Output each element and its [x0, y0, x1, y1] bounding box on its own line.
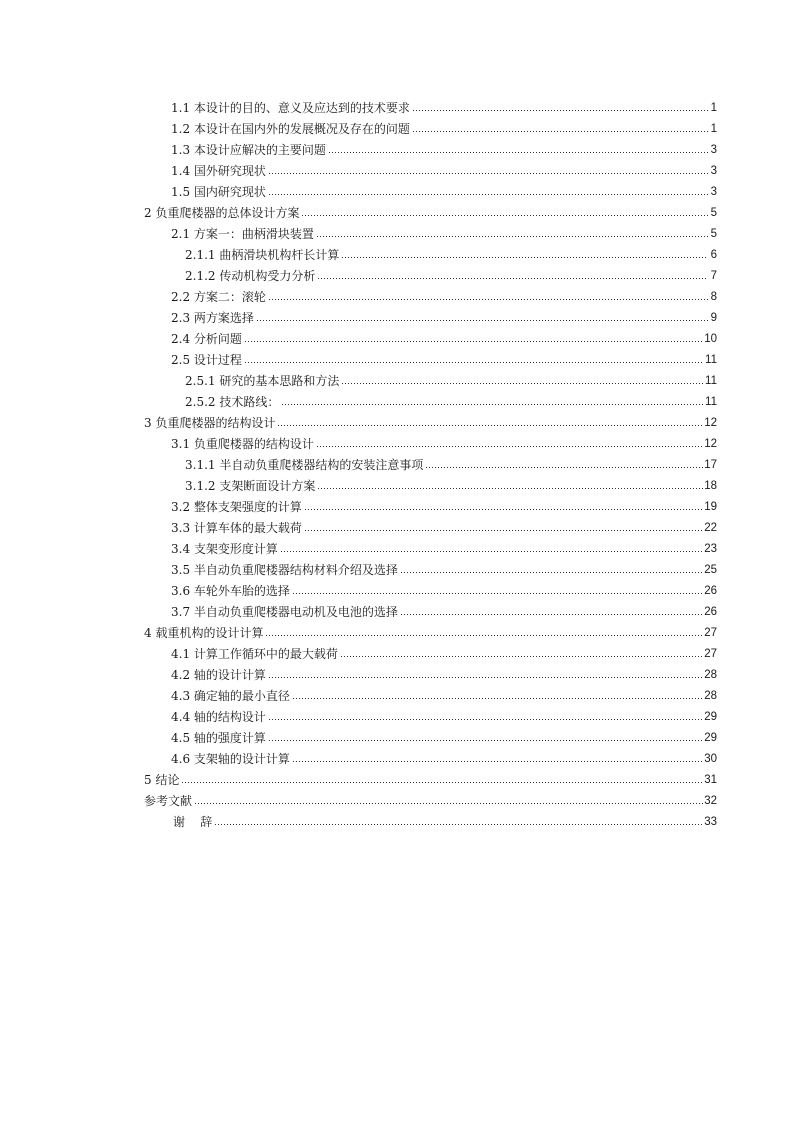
- toc-entry-page: 30: [704, 753, 717, 765]
- toc-entry-page: 7: [710, 270, 717, 282]
- toc-entry-page: 9: [710, 312, 717, 324]
- dot-leader: [328, 151, 708, 154]
- toc-entry-label: 1.1 本设计的目的、意义及应达到的技术要求: [171, 101, 410, 115]
- toc-entry-label: 2 负重爬楼器的总体设计方案: [144, 206, 300, 220]
- dot-leader: [292, 697, 703, 700]
- toc-entry[interactable]: [171, 745, 717, 766]
- toc-entry-page: 12: [704, 417, 717, 429]
- dot-leader: [317, 277, 708, 280]
- toc-entry[interactable]: [171, 220, 717, 241]
- toc-entry-page: 27: [704, 627, 717, 639]
- dot-leader: [277, 424, 703, 427]
- toc-entry-label: 4.2 轴的设计计算: [171, 668, 266, 682]
- toc-entry-label: 谢 辞: [173, 815, 213, 829]
- dot-leader: [244, 361, 704, 364]
- dot-leader: [268, 298, 708, 301]
- toc-entry-page: 19: [704, 501, 717, 513]
- toc-entry-page: 22: [704, 522, 717, 534]
- dot-leader: [268, 172, 708, 175]
- toc-entry[interactable]: [185, 451, 717, 472]
- toc-entry-label: 3.3 计算车体的最大载荷: [171, 521, 302, 535]
- dot-leader: [280, 550, 703, 553]
- toc-entry-label: 5 结论: [144, 773, 180, 787]
- toc-entry[interactable]: [144, 619, 717, 640]
- toc-entry-label: 1.3 本设计应解决的主要问题: [171, 143, 326, 157]
- toc-entry-label: 2.2 方案二：滚轮: [171, 290, 266, 304]
- toc-entry-label: 2.5.1 研究的基本思路和方法: [185, 374, 340, 388]
- toc-entry-page: 28: [704, 669, 717, 681]
- dot-leader: [244, 340, 703, 343]
- toc-entry-label: 1.5 国内研究现状: [171, 185, 266, 199]
- dot-leader: [341, 382, 704, 385]
- toc-entry-page: 6: [710, 249, 717, 261]
- dot-leader: [265, 634, 703, 637]
- toc-entry-label: 1.4 国外研究现状: [171, 164, 266, 178]
- dot-leader: [268, 739, 703, 742]
- toc-entry-label: 2.4 分析问题: [171, 332, 242, 346]
- toc-entry[interactable]: [171, 94, 717, 115]
- dot-leader: [316, 445, 703, 448]
- toc-entry-label: 2.5 设计过程: [171, 353, 242, 367]
- toc-entry[interactable]: [171, 346, 717, 367]
- toc-entry-page: 1: [710, 123, 717, 135]
- dot-leader: [316, 235, 708, 238]
- toc-entry-page: 26: [704, 585, 717, 597]
- toc-entry-page: 5: [710, 228, 717, 240]
- toc-entry[interactable]: [173, 808, 717, 829]
- toc-entry-label: 3.4 支架变形度计算: [171, 542, 278, 556]
- dot-leader: [268, 718, 703, 721]
- toc-entry-label: 4.5 轴的强度计算: [171, 731, 266, 745]
- toc-entry[interactable]: [171, 178, 717, 199]
- dot-leader: [304, 508, 703, 511]
- toc-entry[interactable]: [171, 682, 717, 703]
- toc-entry[interactable]: [171, 640, 717, 661]
- toc-entry-page: 25: [704, 564, 717, 576]
- toc-entry-page: 32: [704, 795, 717, 807]
- dot-leader: [214, 823, 703, 826]
- toc-entry-page: 11: [705, 375, 717, 387]
- toc-entry-label: 参考文献: [144, 794, 193, 808]
- toc-entry-page: 3: [710, 186, 717, 198]
- dot-leader: [340, 655, 703, 658]
- toc-entry-page: 33: [704, 816, 717, 828]
- toc-entry[interactable]: [185, 388, 717, 409]
- toc-entry-page: 29: [704, 732, 717, 744]
- toc-entry-label: 2.5.2 技术路线：: [185, 395, 280, 409]
- dot-leader: [181, 781, 703, 784]
- dot-leader: [268, 676, 703, 679]
- dot-leader: [281, 403, 704, 406]
- dot-leader: [412, 109, 708, 112]
- toc-entry-label: 3.1.2 支架断面设计方案: [185, 479, 316, 493]
- toc-entry[interactable]: [144, 199, 717, 220]
- toc-entry-label: 4.6 支架轴的设计计算: [171, 752, 290, 766]
- toc-entry[interactable]: [171, 157, 717, 178]
- toc-entry-label: 3.6 车轮外车胎的选择: [171, 584, 290, 598]
- dot-leader: [304, 529, 703, 532]
- toc-entry-label: 3 负重爬楼器的结构设计: [144, 416, 276, 430]
- toc-entry[interactable]: [171, 283, 717, 304]
- toc-entry-page: 28: [704, 690, 717, 702]
- toc-entry[interactable]: [171, 493, 717, 514]
- dot-leader: [292, 760, 703, 763]
- toc-entry[interactable]: [144, 409, 717, 430]
- toc-entry[interactable]: [185, 367, 717, 388]
- toc-entry-page: 1: [710, 102, 717, 114]
- dot-leader: [256, 319, 708, 322]
- toc-entry-label: 4 载重机构的设计计算: [144, 626, 264, 640]
- dot-leader: [268, 193, 708, 196]
- toc-entry-label: 4.1 计算工作循环中的最大载荷: [171, 647, 338, 661]
- toc-entry[interactable]: [171, 577, 717, 598]
- toc-entry-page: 17: [704, 459, 717, 471]
- toc-entry[interactable]: [144, 787, 717, 808]
- dot-leader: [400, 613, 703, 616]
- toc-entry[interactable]: [185, 472, 717, 493]
- toc-entry-label: 3.5 半自动负重爬楼器结构材料介绍及选择: [171, 563, 398, 577]
- toc-entry-page: 5: [710, 207, 717, 219]
- dot-leader: [301, 214, 708, 217]
- toc-entry-label: 2.3 两方案选择: [171, 311, 254, 325]
- dot-leader: [341, 256, 708, 259]
- toc-entry-page: 8: [710, 291, 717, 303]
- toc-entry[interactable]: [171, 661, 717, 682]
- toc-entry[interactable]: [171, 724, 717, 745]
- toc-entry-page: 31: [704, 774, 717, 786]
- dot-leader: [317, 487, 703, 490]
- toc-entry-page: 18: [704, 480, 717, 492]
- toc-entry[interactable]: [171, 556, 717, 577]
- dot-leader: [400, 571, 703, 574]
- toc-entry[interactable]: [171, 136, 717, 157]
- toc-entry[interactable]: [171, 703, 717, 724]
- dot-leader: [292, 592, 703, 595]
- toc-entry[interactable]: [171, 325, 717, 346]
- toc-entry-label: 3.1 负重爬楼器的结构设计: [171, 437, 314, 451]
- toc-entry-page: 23: [704, 543, 717, 555]
- toc-entry-page: 29: [704, 711, 717, 723]
- toc-entry-page: 3: [710, 144, 717, 156]
- toc-entry[interactable]: [171, 115, 717, 136]
- dot-leader: [412, 130, 708, 133]
- toc-entry[interactable]: [144, 766, 717, 787]
- toc-entry[interactable]: [171, 598, 717, 619]
- toc-entry[interactable]: [171, 514, 717, 535]
- toc-entry-page: 10: [704, 333, 717, 345]
- dot-leader: [425, 466, 703, 469]
- toc-entry[interactable]: [185, 241, 717, 262]
- toc-entry-label: 3.1.1 半自动负重爬楼器结构的安装注意事项: [185, 458, 424, 472]
- toc-entry-label: 2.1.1 曲柄滑块机构杆长计算: [185, 248, 340, 262]
- toc-entry-label: 2.1 方案一：曲柄滑块装置: [171, 227, 314, 241]
- toc-entry-label: 1.2 本设计在国内外的发展概况及存在的问题: [171, 122, 410, 136]
- toc-entry-page: 26: [704, 606, 717, 618]
- toc-entry-page: 11: [705, 354, 717, 366]
- toc-entry-label: 4.3 确定轴的最小直径: [171, 689, 290, 703]
- toc-entry-page: 27: [704, 648, 717, 660]
- toc-entry-label: 2.1.2 传动机构受力分析: [185, 269, 316, 283]
- toc-entry-label: 3.2 整体支架强度的计算: [171, 500, 302, 514]
- toc-entry-page: 3: [710, 165, 717, 177]
- toc-entry[interactable]: [171, 535, 717, 556]
- dot-leader: [194, 802, 703, 805]
- toc-entry-page: 11: [705, 396, 717, 408]
- toc-entry-label: 4.4 轴的结构设计: [171, 710, 266, 724]
- toc-entry-label: 3.7 半自动负重爬楼器电动机及电池的选择: [171, 605, 398, 619]
- toc-entry[interactable]: [171, 430, 717, 451]
- toc-entry[interactable]: [185, 262, 717, 283]
- toc-entry-page: 12: [704, 438, 717, 450]
- toc-entry[interactable]: [171, 304, 717, 325]
